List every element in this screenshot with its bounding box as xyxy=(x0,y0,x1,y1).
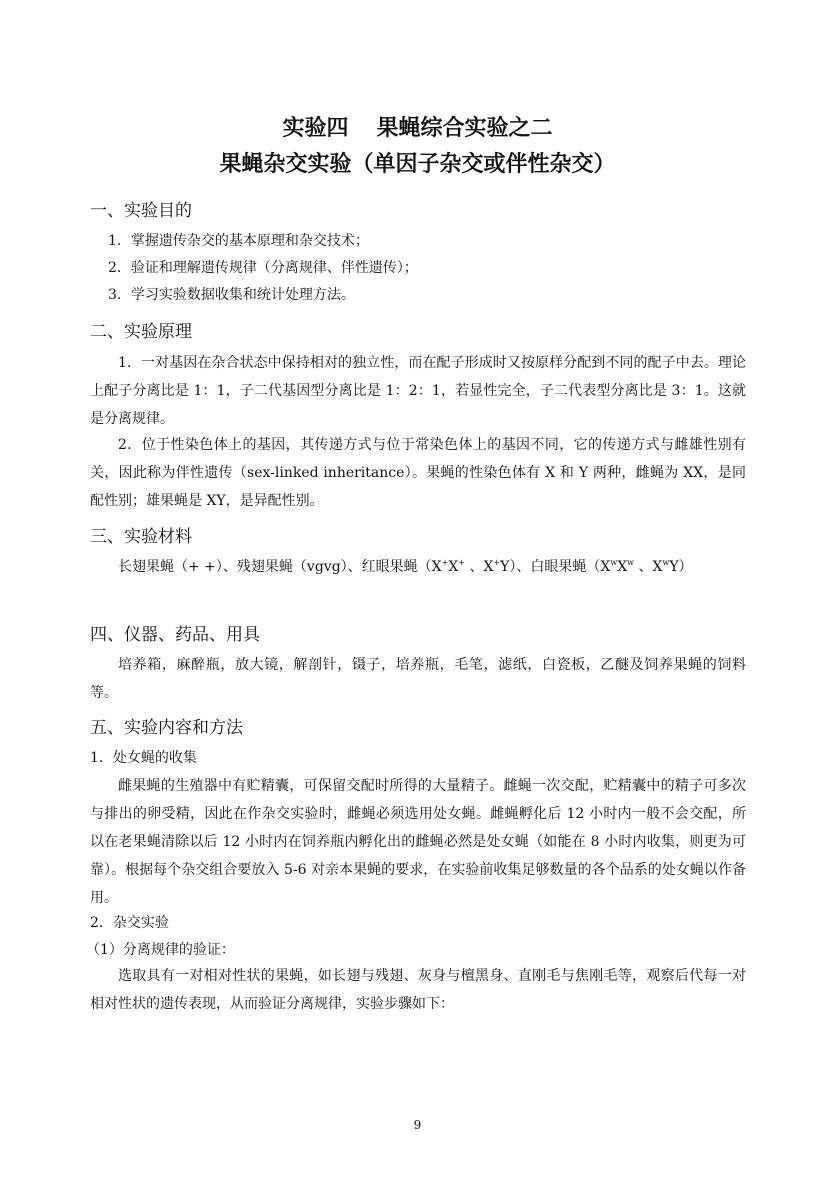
principle-paragraph-1: 1．一对基因在杂合状态中保持相对的独立性，而在配子形成时又按原样分配到不同的配子中去。理论上配子分离比是 1：1，子二代基因型分离比是 1：2：1，若显性完全，子二代表型分离比是 3：1。这就是分离规律。 xyxy=(90,355,746,427)
objective-item-1: 1．掌握遗传杂交的基本原理和杂交技术； xyxy=(108,233,369,249)
title-line-1 xyxy=(0,114,835,144)
equipment-paragraph: 培养箱，麻醉瓶，放大镜，解剖针，镊子，培养瓶，毛笔，滤纸，白瓷板，乙醚及饲养果蝇的饲料等。 xyxy=(90,657,746,701)
objective-item-3: 3．学习实验数据收集和统计处理方法。 xyxy=(108,287,355,303)
section-5-heading: 五、实验内容和方法 xyxy=(90,718,243,738)
subsection-cross-experiment: 2．杂交实验 xyxy=(90,915,169,931)
segregation-paragraph: 选取具有一对相对性状的果蝇，如长翅与残翅、灰身与檀黑身、直刚毛与焦刚毛等，观察后代每一对相对性状的遗传表现，从而验证分离规律，实验步骤如下： xyxy=(90,968,746,1012)
section-1-heading: 一、实验目的 xyxy=(90,201,192,221)
page-number: 9 xyxy=(413,1118,422,1132)
principle-paragraph-2: 2．位于性染色体上的基因，其传递方式与位于常染色体上的基因不同，它的传递方式与雌雄性别有关，因此称为伴性遗传（sex-linked inheritance）。果蝇的性染色体有 X 和 Y 两种，雌蝇为 XX，是同配性别；雄果蝇是 XY，是异配性别。 xyxy=(90,437,746,509)
materials-paragraph: 长翅果蝇（+ +）、残翅果蝇（vgvg）、红眼果蝇（X+X+ 、X+Y）、白眼果蝇（$X^wX^w$ 、$X^wY$） xyxy=(118,558,693,575)
objective-item-2: 2．验证和理解遗传规律（分离规律、伴性遗传）； xyxy=(108,260,418,276)
virgin-fly-paragraph: 雌果蝇的生殖器中有贮精囊，可保留交配时所得的大量精子。雌蝇一次交配，贮精囊中的精子可多次与排出的卵受精，因此在作杂交实验时，雌蝇必须选用处女蝇。雌蝇孵化后 12 小时内一般不会交配，所以在老果蝇清除以后 12 小时内在饲养瓶内孵化出的雌蝇必然是处女蝇（如能在 8 小时内收集，则更为可靠）。根据每个杂交组合要放入 5-6 对亲本果蝇的要求，在实验前收集足够数量的各个品系的处女蝇以作备用。 xyxy=(90,778,746,906)
section-2-heading: 二、实验原理 xyxy=(90,322,192,342)
title-experiment-series: 果蝇综合实验之二 xyxy=(376,116,553,141)
section-3-heading: 三、实验材料 xyxy=(90,527,192,547)
subsection-virgin-fly-collection: 1．处女蝇的收集 xyxy=(90,750,197,766)
title-experiment-number: 实验四 xyxy=(282,116,349,141)
subsection-segregation-verification: （1）分离规律的验证： xyxy=(86,942,235,958)
title-line-2: 果蝇杂交实验（单因子杂交或伴性杂交） xyxy=(219,152,616,177)
section-4-heading: 四、仪器、药品、用具 xyxy=(90,625,260,645)
